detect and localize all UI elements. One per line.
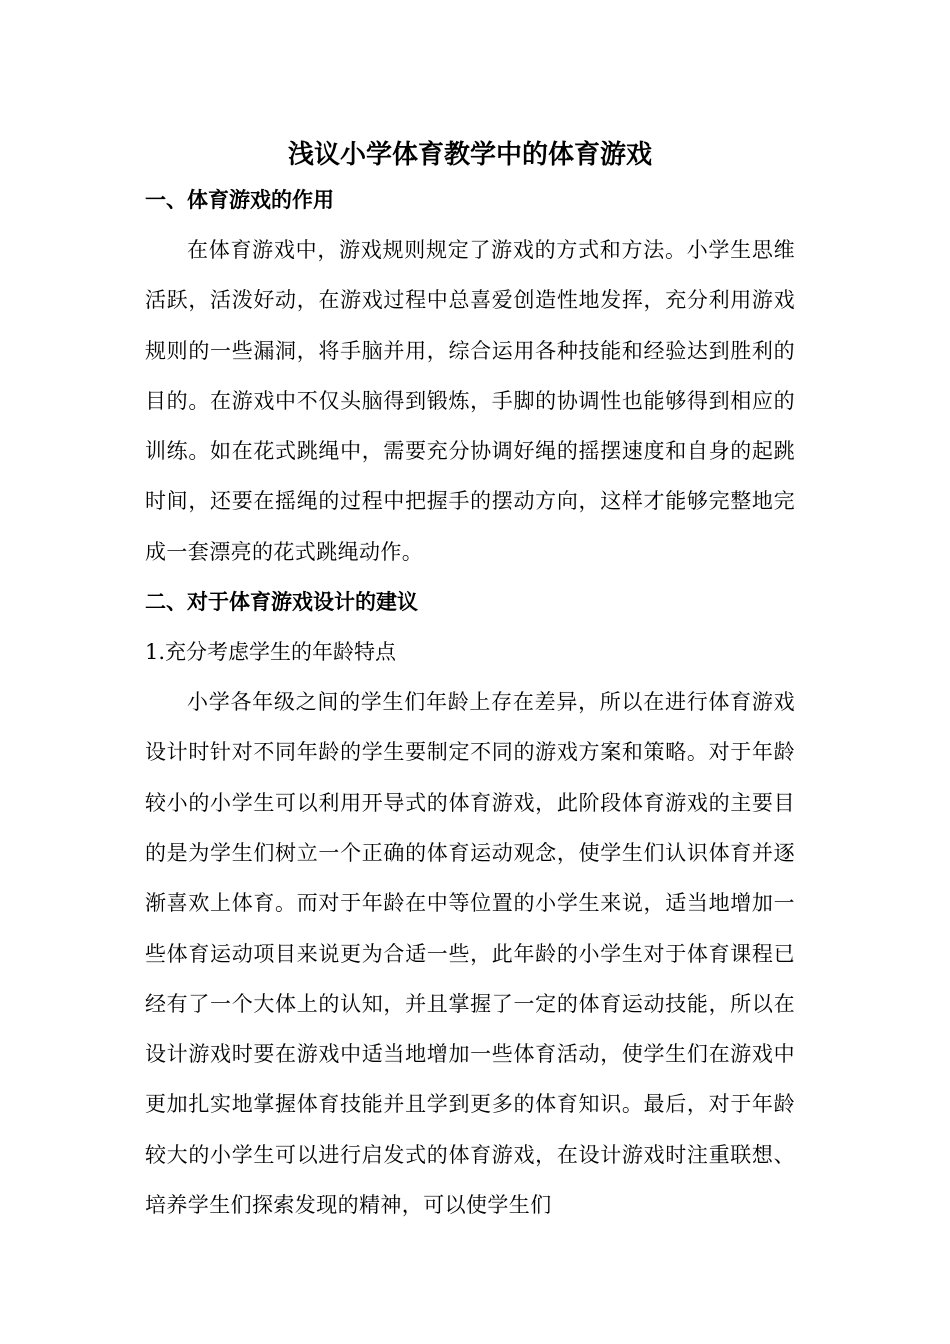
section-2-heading: 二、对于体育游戏设计的建议 [145,589,418,615]
section-1-paragraph: 在体育游戏中，游戏规则规定了游戏的方式和方法。小学生思维活跃，活泼好动，在游戏过程中总喜爱创造性地发挥，充分利用游戏规则的一些漏洞，将手脑并用，综合运用各种技能和经验达到胜利的目的。在游戏中不仅头脑得到锻炼，手脚的协调性也能够得到相应的训练。如在花式跳绳中，需要充分协调好绳的摇摆速度和自身的起跳时间，还要在摇绳的过程中把握手的摆动方向，这样才能够完整地完成一套漂亮的花式跳绳动作。 [145,238,795,564]
subsection-1-paragraph: 小学各年级之间的学生们年龄上存在差异，所以在进行体育游戏设计时针对不同年龄的学生要制定不同的游戏方案和策略。对于年龄较小的小学生可以利用开导式的体育游戏，此阶段体育游戏的主要目的是为学生们树立一个正确的体育运动观念，使学生们认识体育并逐渐喜欢上体育。而对于年龄在中等位置的小学生来说，适当地增加一些体育运动项目来说更为合适一些，此年龄的小学生对于体育课程已经有了一个大体上的认知，并且掌握了一定的体育运动技能，所以在设计游戏时要在游戏中适当地增加一些体育活动，使学生们在游戏中更加扎实地掌握体育技能并且学到更多的体育知识。最后，对于年龄较大的小学生可以进行启发式的体育游戏，在设计游戏时注重联想、培养学生们探索发现的精神，可以使学生们 [145,690,795,1218]
document-title: 浅议小学体育教学中的体育游戏 [287,140,652,170]
subsection-1-heading: 1.充分考虑学生的年龄特点 [145,640,397,665]
section-1-heading: 一、体育游戏的作用 [145,187,334,212]
